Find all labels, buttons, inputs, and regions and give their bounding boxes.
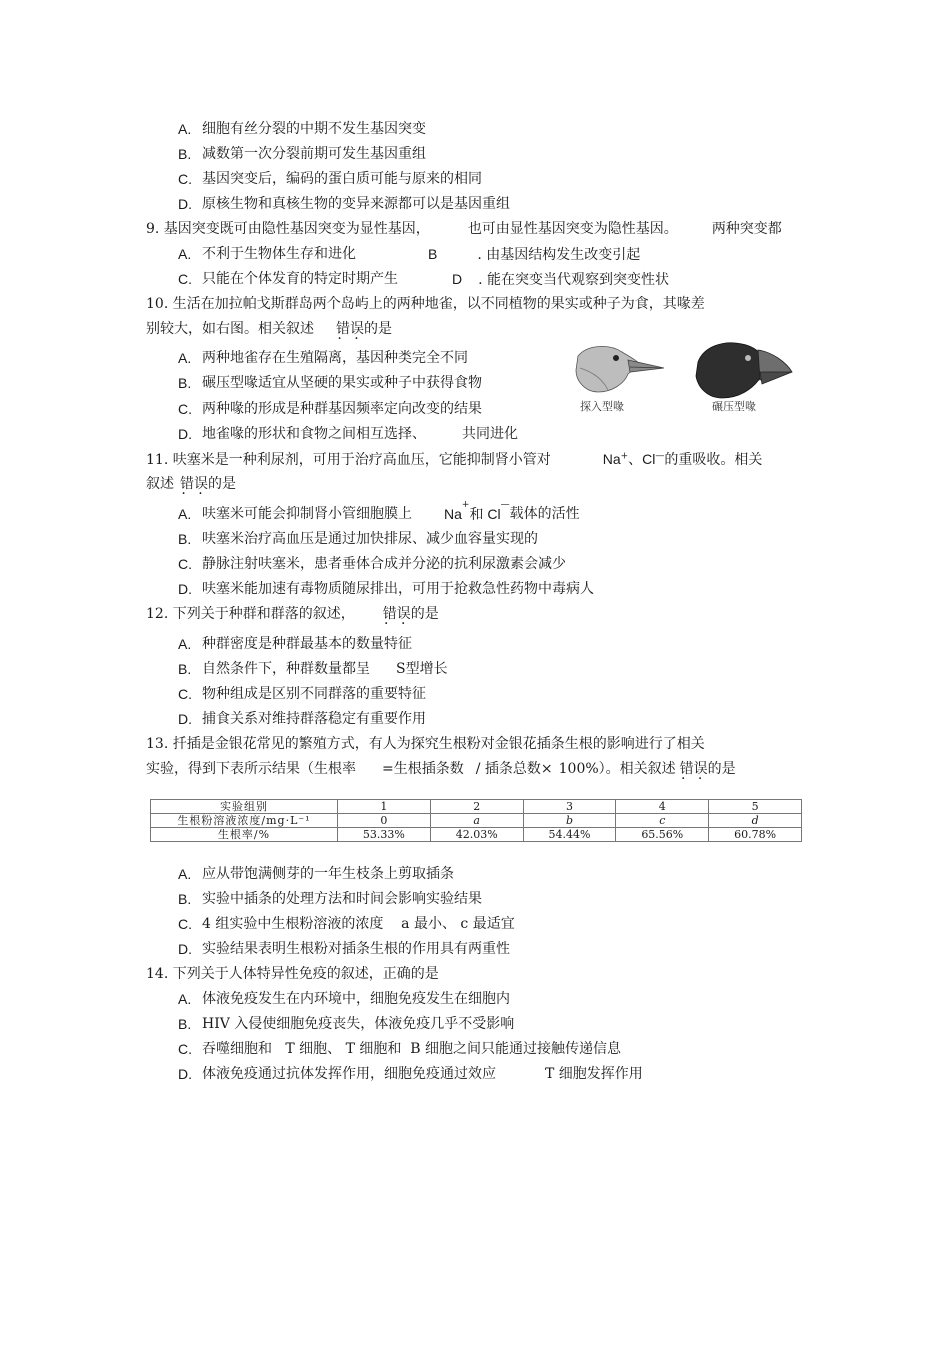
table-row bbox=[151, 800, 802, 814]
table-cell: 生根率/% bbox=[151, 828, 338, 842]
caption-crushing-beak: 碾压型喙 bbox=[712, 400, 756, 413]
emphasis-mark: 错误 · · bbox=[336, 320, 364, 338]
q11-option-b: B. 呋塞米治疗高血压是通过加快排尿、减少血容量实现的 bbox=[178, 531, 538, 547]
emphasis-mark: 错误 · · bbox=[180, 475, 208, 493]
q11-option-a: A. 呋塞米可能会抑制肾小管细胞膜上 Na + 和 Cl — 载体的活性 bbox=[178, 500, 580, 522]
q10-option-c: C. 两种喙的形成是种群基因频率定向改变的结果 bbox=[178, 401, 482, 417]
q12-option-d: D. 捕食关系对维持群落稳定有重要作用 bbox=[178, 711, 426, 727]
q8-option-b: B. 减数第一次分裂前期可发生基因重组 bbox=[178, 146, 426, 162]
table-cell: 54.44% bbox=[523, 828, 616, 842]
table-cell: 5 bbox=[709, 800, 802, 814]
table-cell: 生根粉溶液浓度/mg·L⁻¹ bbox=[151, 814, 338, 828]
q9-stem: 9. 基因突变既可由隐性基因突变为显性基因， 也可由显性基因突变为隐性基因。 两种突变都 bbox=[146, 221, 782, 237]
q14-option-b: B. HIV 入侵使细胞免疫丧失，体液免疫几乎不受影响 bbox=[178, 1016, 515, 1032]
table-row bbox=[151, 814, 802, 828]
table-cell: 60.78% bbox=[709, 828, 802, 842]
table-cell: 实验组别 bbox=[151, 800, 338, 814]
table-cell: 2 bbox=[430, 800, 523, 814]
experiment-results-table bbox=[150, 799, 802, 842]
q11-option-c: C. 静脉注射呋塞米，患者垂体合成并分泌的抗利尿激素会减少 bbox=[178, 556, 566, 572]
q9-option-d: D . 能在突变当代观察到突变性状 bbox=[452, 271, 670, 288]
q13-option-d: D. 实验结果表明生根粉对插条生根的作用具有两重性 bbox=[178, 941, 510, 957]
emphasis-mark: 错误 · · bbox=[383, 605, 411, 623]
q10-option-a: A. 两种地雀存在生殖隔离，基因种类完全不同 bbox=[178, 350, 468, 366]
table-cell: a bbox=[430, 814, 523, 828]
q11-stem-line2: 叙述 错误 · ·的是 bbox=[146, 475, 236, 493]
q13-stem-line1: 13. 扦插是金银花常见的繁殖方式，有人为探究生根粉对金银花插条生根的影响进行了相关 bbox=[146, 736, 705, 752]
q13-option-a: A. 应从带饱满侧芽的一年生枝条上剪取插条 bbox=[178, 866, 454, 882]
q11-stem-line1: 11. 呋塞米是一种利尿剂，可用于治疗高血压，它能抑制肾小管对 Na+、Cl—的重吸收。相关 bbox=[146, 451, 763, 468]
table-cell: 0 bbox=[338, 814, 431, 828]
q14-stem: 14. 下列关于人体特异性免疫的叙述，正确的是 bbox=[146, 966, 439, 982]
q14-option-c: C. 吞噬细胞和 T 细胞、 T 细胞和 B 细胞之间只能通过接触传递信息 bbox=[178, 1041, 622, 1057]
q13-stem-line2: 实验，得到下表所示结果（生根率 =生根插条数 / 插条总数× 100%）。相关叙述 错误 · ·的是 bbox=[146, 760, 736, 778]
q12-option-c: C. 物种组成是区别不同群落的重要特征 bbox=[178, 686, 426, 702]
q11-option-d: D. 呋塞米能加速有毒物质随尿排出，可用于抢救急性药物中毒病人 bbox=[178, 581, 594, 597]
table-cell: 42.03% bbox=[430, 828, 523, 842]
q13-option-b: B. 实验中插条的处理方法和时间会影响实验结果 bbox=[178, 891, 482, 907]
q10-option-d: D. 地雀喙的形状和食物之间相互选择、 共同进化 bbox=[178, 426, 518, 442]
table-cell: 4 bbox=[616, 800, 709, 814]
q13-option-c: C. 4 组实验中生根粉溶液的浓度 a 最小、 c 最适宜 bbox=[178, 916, 515, 932]
q12-option-a: A. 种群密度是种群最基本的数量特征 bbox=[178, 636, 412, 652]
probing-beak-finch bbox=[576, 346, 664, 392]
q12-stem: 12. 下列关于种群和群落的叙述， 错误 · ·的是 bbox=[146, 605, 439, 623]
emphasis-mark: 错误 · · bbox=[680, 760, 708, 778]
q10-option-b: B. 碾压型喙适宜从坚硬的果实或种子中获得食物 bbox=[178, 375, 482, 391]
caption-probing-beak: 探入型喙 bbox=[580, 400, 624, 413]
q8-option-d: D. 原核生物和真核生物的变异来源都可以是基因重组 bbox=[178, 196, 510, 212]
q9-option-a: A. 不利于生物体生存和进化 bbox=[178, 246, 356, 262]
q9-option-b: B . 由基因结构发生改变引起 bbox=[428, 246, 641, 263]
q10-stem-line1: 10. 生活在加拉帕戈斯群岛两个岛屿上的两种地雀，以不同植物的果实或种子为食，其喙差 bbox=[146, 296, 705, 312]
table-cell: b bbox=[523, 814, 616, 828]
finch-beak-figure bbox=[572, 338, 802, 420]
q9-option-c: C. 只能在个体发育的特定时期产生 bbox=[178, 271, 398, 287]
table-row bbox=[151, 828, 802, 842]
table-cell: d bbox=[709, 814, 802, 828]
crushing-beak-finch bbox=[696, 343, 792, 398]
table-cell: c bbox=[616, 814, 709, 828]
q12-option-b: B. 自然条件下，种群数量都呈 S型增长 bbox=[178, 661, 448, 677]
q14-option-d: D. 体液免疫通过抗体发挥作用，细胞免疫通过效应 T 细胞发挥作用 bbox=[178, 1066, 643, 1082]
q8-option-a: A. 细胞有丝分裂的中期不发生基因突变 bbox=[178, 121, 426, 137]
table-cell: 3 bbox=[523, 800, 616, 814]
q14-option-a: A. 体液免疫发生在内环境中，细胞免疫发生在细胞内 bbox=[178, 991, 510, 1007]
table-cell: 53.33% bbox=[338, 828, 431, 842]
table-cell: 65.56% bbox=[616, 828, 709, 842]
table-cell: 1 bbox=[338, 800, 431, 814]
q8-option-c: C. 基因突变后，编码的蛋白质可能与原来的相同 bbox=[178, 171, 482, 187]
q10-stem-line2: 别较大，如右图。相关叙述 错误 · ·的是 bbox=[146, 320, 392, 338]
